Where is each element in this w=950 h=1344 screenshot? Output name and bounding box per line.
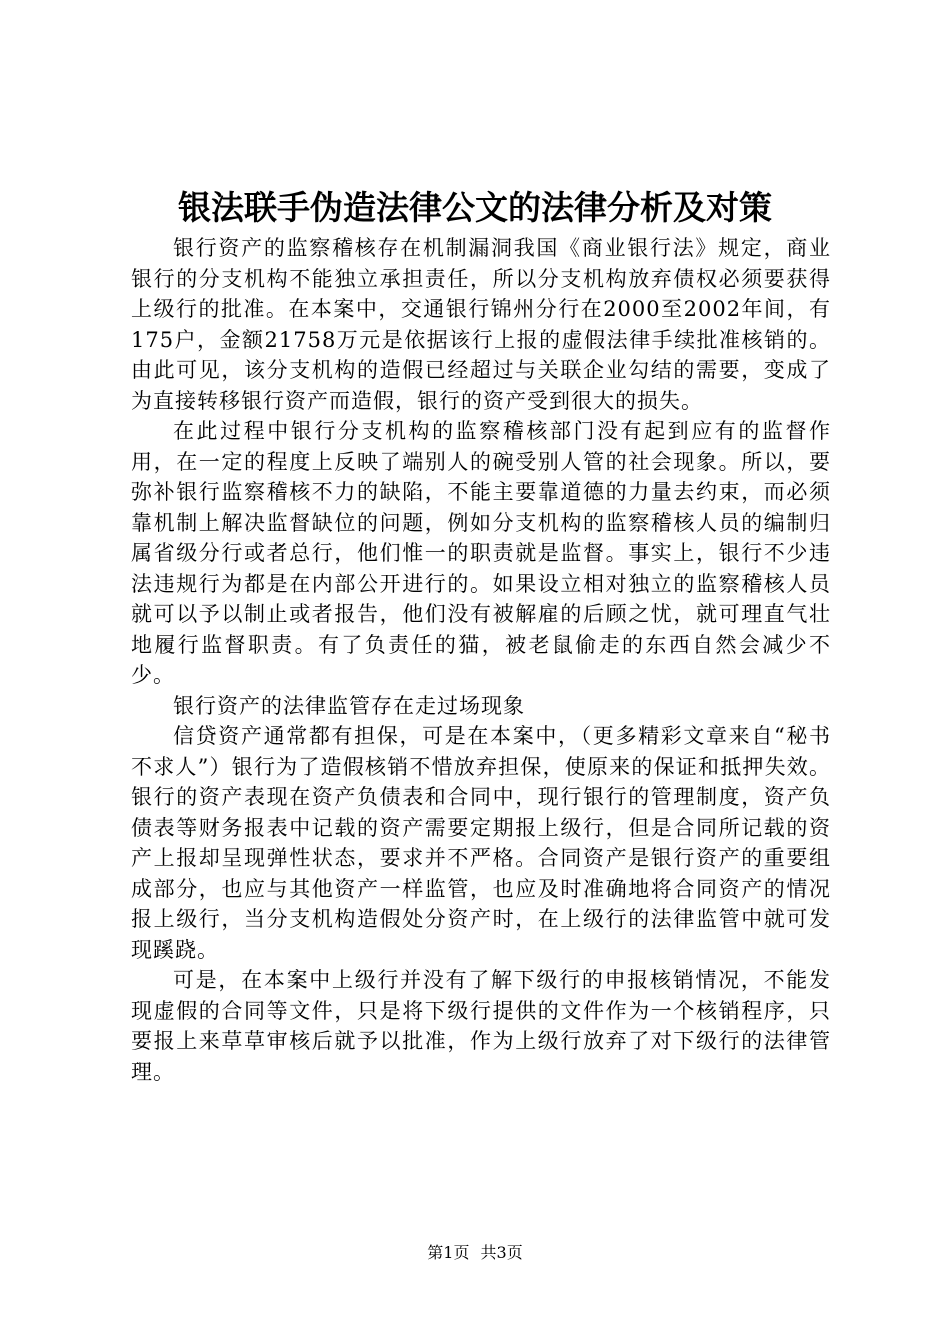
page-number: 第1页 (427, 1243, 470, 1262)
paragraph-1: 银行资产的监察稽核存在机制漏洞我国《商业银行法》规定，商业银行的分支机构不能独立承担责任，所以分支机构放弃债权必须要获得上级行的批准。在本案中，交通银行锦州分行在2000至2002年间，有175户，金额21758万元是依据该行上报的虚假法律手续批准核销的。由此可见，该分支机构的造假已经超过与关联企业勾结的需要，变成了为直接转移银行资产而造假，银行的资产受到很大的损失。 (131, 236, 831, 413)
page-total: 共3页 (480, 1243, 523, 1262)
document-body (131, 233, 831, 1087)
paragraph-3: 信贷资产通常都有担保，可是在本案中，（更多精彩文章来自“秘书不求人”）银行为了造假核销不惜放弃担保，使原来的保证和抵押失效。银行的资产表现在资产负债表和合同中，现行银行的管理制度，资产负债表等财务报表中记载的资产需要定期报上级行，但是合同所记载的资产上报却呈现弹性状态，要求并不严格。合同资产是银行资产的重要组成部分，也应与其他资产一样监管，也应及时准确地将合同资产的情况报上级行，当分支机构造假处分资产时，在上级行的法律监管中就可发现蹊跷。 (131, 724, 831, 962)
page-footer (0, 1242, 950, 1264)
paragraph-2: 在此过程中银行分支机构的监察稽核部门没有起到应有的监督作用，在一定的程度上反映了端别人的碗受别人管的社会现象。所以，要弥补银行监察稽核不力的缺陷，不能主要靠道德的力量去约束，而必须靠机制上解决监督缺位的问题，例如分支机构的监察稽核人员的编制归属省级分行或者总行，他们惟一的职责就是监督。事实上，银行不少违法违规行为都是在内部公开进行的。如果设立相对独立的监察稽核人员就可以予以制止或者报告，他们没有被解雇的后顾之忧，就可理直气壮地履行监督职责。有了负责任的猫，被老鼠偷走的东西自然会减少不少。 (131, 419, 831, 687)
section-heading: 银行资产的法律监管存在走过场现象 (173, 693, 525, 718)
document-title: 银法联手伪造法律公文的法律分析及对策 (178, 188, 772, 227)
paragraph-4: 可是，在本案中上级行并没有了解下级行的申报核销情况，不能发现虚假的合同等文件，只是将下级行提供的文件作为一个核销程序，只要报上来草草审核后就予以批准，作为上级行放弃了对下级行的法律管理。 (131, 968, 831, 1084)
